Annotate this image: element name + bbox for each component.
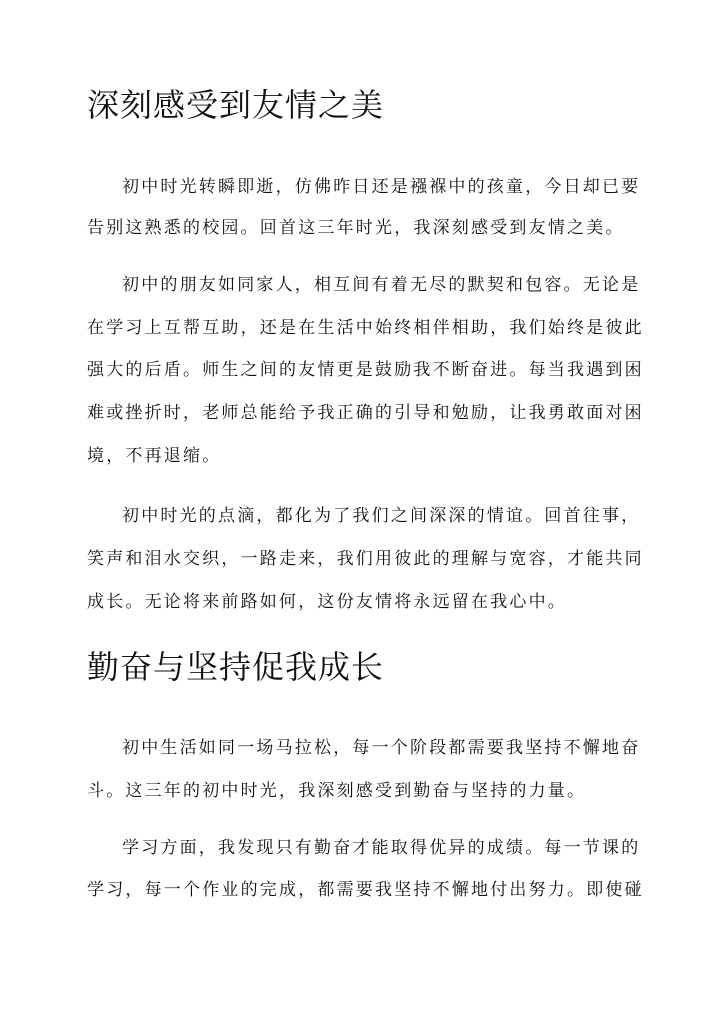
text-line: 强大的后盾。师生之间的友情更是鼓励我不断奋进。每当我遇到困 [87, 360, 644, 380]
text-line: 学习方面，我发现只有勤奋才能取得优异的成绩。每一节课的 [122, 838, 641, 858]
text-line: 告别这熟悉的校园。回首这三年时光，我深刻感受到友情之美。 [87, 218, 625, 238]
text-line: 境，不再退缩。 [87, 446, 222, 466]
text-line: 难或挫折时，老师总能给予我正确的引导和勉励，让我勇敢面对困 [87, 403, 644, 423]
section-heading-friendship: 深刻感受到友情之美 [87, 86, 385, 124]
text-line: 学习，每一个作业的完成，都需要我坚持不懈地付出努力。即使碰 [87, 880, 644, 900]
section-heading-diligence: 勤奋与坚持促我成长 [87, 648, 385, 686]
text-line: 初中时光转瞬即逝，仿佛昨日还是襁褓中的孩童，今日却已要 [122, 177, 641, 197]
text-line: 初中生活如同一场马拉松，每一个阶段都需要我坚持不懈地奋 [122, 738, 641, 758]
text-line: 笑声和泪水交织，一路走来，我们用彼此的理解与宽容，才能共同 [87, 549, 644, 569]
text-line: 初中时光的点滴，都化为了我们之间深深的情谊。回首往事， [122, 506, 641, 526]
text-line: 初中的朋友如同家人，相互间有着无尽的默契和包容。无论是 [122, 275, 641, 295]
text-line: 在学习上互帮互助，还是在生活中始终相伴相助，我们始终是彼此 [87, 318, 644, 338]
text-line: 斗。这三年的初中时光，我深刻感受到勤奋与坚持的力量。 [87, 781, 587, 801]
text-line: 成长。无论将来前路如何，这份友情将永远留在我心中。 [87, 592, 567, 612]
